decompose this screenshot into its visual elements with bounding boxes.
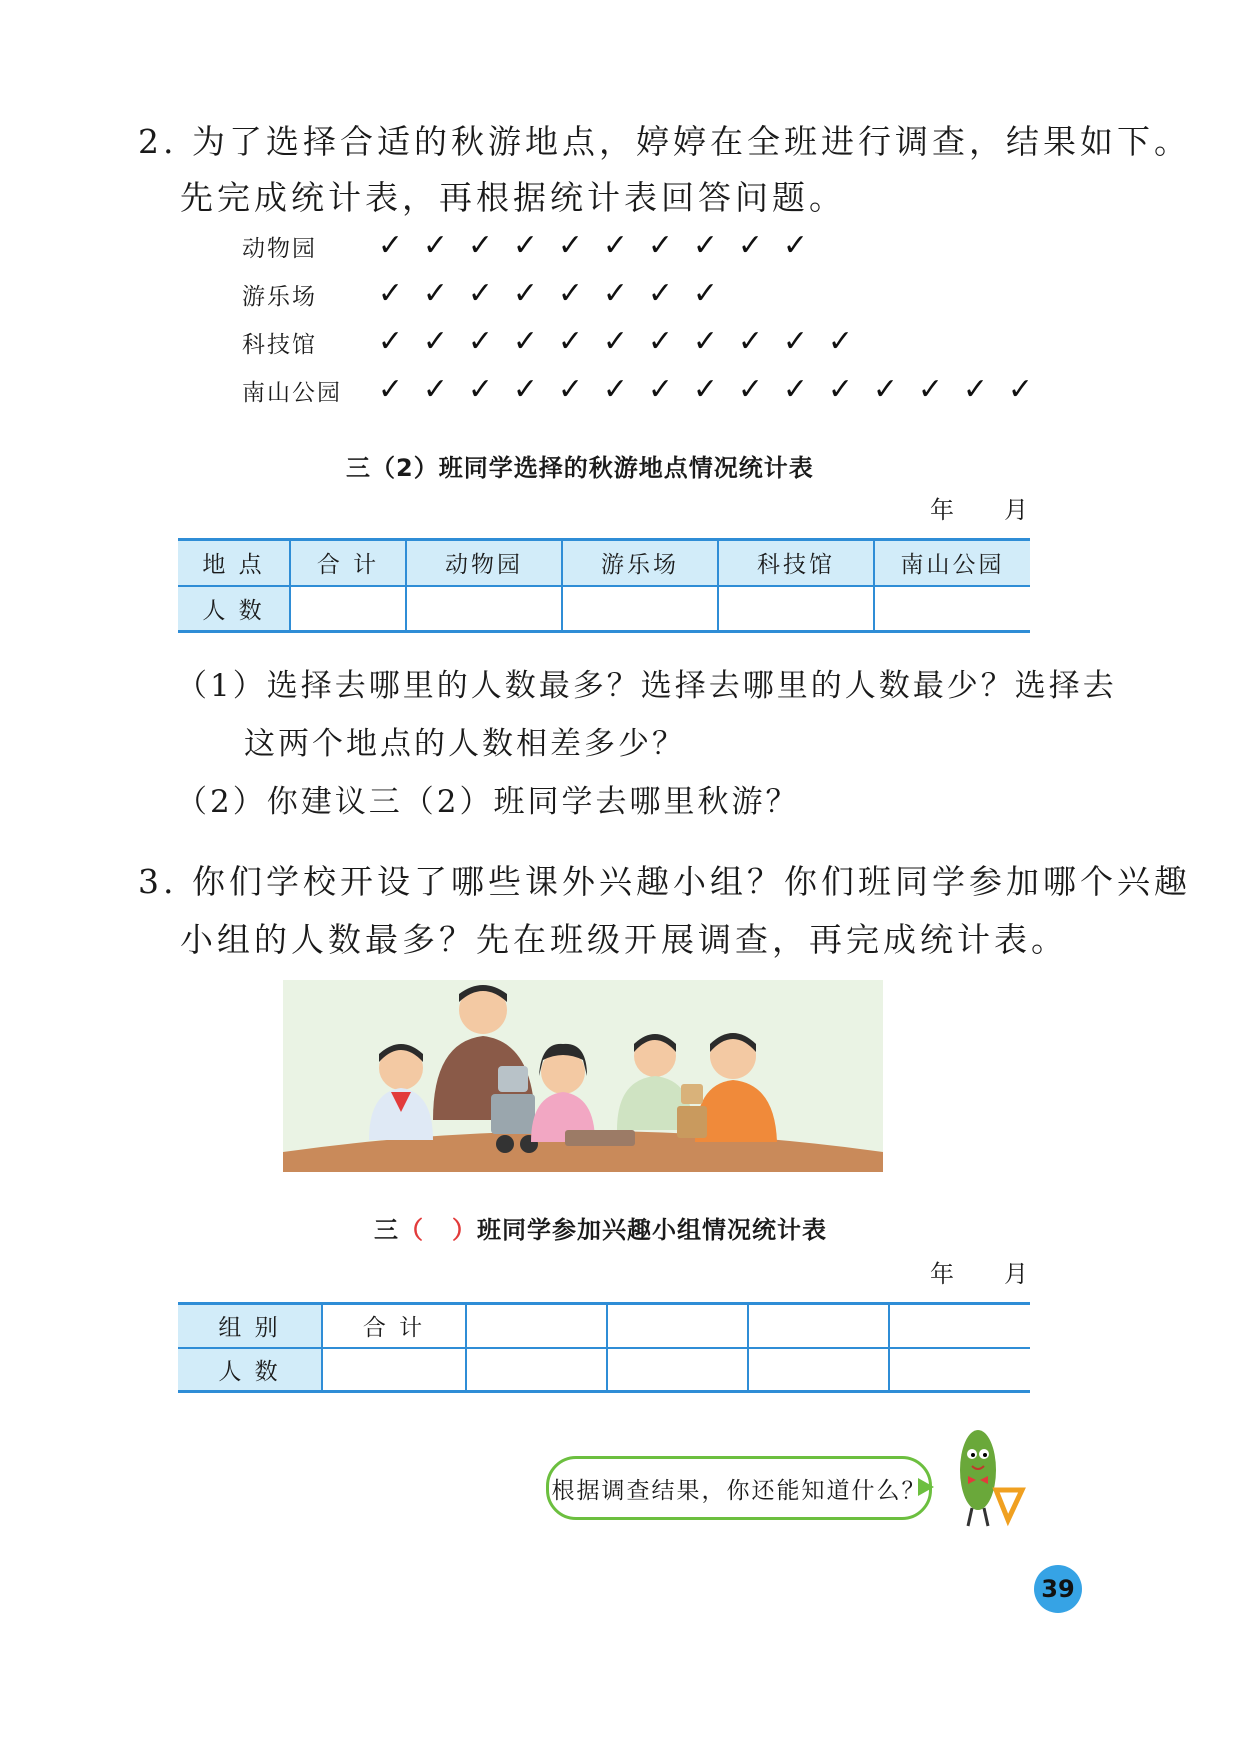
wooden-robot-body [677,1106,707,1138]
q3-year-label: 年 [930,1260,954,1288]
check-mark-icon: ✓ [602,276,629,311]
tally-row [242,370,1043,410]
check-mark-icon: ✓ [512,372,539,407]
check-mark-icon: ✓ [737,324,764,359]
check-mark-icon: ✓ [467,324,494,359]
check-mark-icon: ✓ [782,324,809,359]
q3-header-total: 合 计 [322,1304,466,1348]
check-mark-icon: ✓ [422,228,449,263]
q2-cell-park[interactable] [874,586,1030,632]
q3-header-blank-4[interactable] [889,1304,1030,1348]
q3-cell-2[interactable] [607,1348,748,1392]
check-mark-icon: ✓ [602,228,629,263]
check-mark-icon: ✓ [512,276,539,311]
parts-tray [565,1130,635,1146]
robot-club-illustration [283,980,883,1172]
check-mark-icon: ✓ [602,324,629,359]
check-mark-icon: ✓ [422,324,449,359]
q3-line2: 小组的人数最多？先在班级开展调查，再完成统计表。 [180,920,1068,959]
q2-sub1-line2: 这两个地点的人数相差多少？ [244,726,686,762]
tally-marks [368,274,728,314]
q2-table-title: 三（2）班同学选择的秋游地点情况统计表 [346,454,814,482]
check-mark-icon: ✓ [512,324,539,359]
check-mark-icon: ✓ [692,228,719,263]
tally-marks [368,322,863,362]
q3-cell-4[interactable] [889,1348,1030,1392]
check-mark-icon: ✓ [827,324,854,359]
q3-row-label: 人 数 [178,1348,322,1392]
check-mark-icon: ✓ [467,276,494,311]
q2-year-label: 年 [930,496,954,524]
q3-title-open: （ [399,1216,424,1244]
check-mark-icon: ✓ [647,372,674,407]
check-mark-icon: ✓ [467,372,494,407]
check-mark-icon: ✓ [377,372,404,407]
q2-cell-amusement[interactable] [562,586,718,632]
check-mark-icon: ✓ [557,372,584,407]
check-mark-icon: ✓ [377,276,404,311]
q3-header-blank-1[interactable] [466,1304,607,1348]
q3-header-blank-3[interactable] [748,1304,889,1348]
check-mark-icon: ✓ [422,276,449,311]
check-mark-icon: ✓ [557,276,584,311]
hint-bubble-tail [918,1478,934,1496]
q3-cell-3[interactable] [748,1348,889,1392]
robot-body [491,1094,535,1134]
mascot-pupil-right [983,1453,987,1457]
check-mark-icon: ✓ [917,372,944,407]
tally-place-label: 科技馆 [242,331,317,358]
check-mark-icon: ✓ [872,372,899,407]
q2-sub1-line1: （1）选择去哪里的人数最多？选择去哪里的人数最少？选择去 [176,668,1117,704]
check-mark-icon: ✓ [467,228,494,263]
check-mark-icon: ✓ [557,324,584,359]
check-mark-icon: ✓ [692,372,719,407]
q2-cell-science[interactable] [718,586,874,632]
tally-marks [368,226,818,266]
q3-line1: 3. 你们学校开设了哪些课外兴趣小组？你们班同学参加哪个兴趣 [138,862,1191,901]
q3-header-group: 组 别 [178,1304,322,1348]
check-mark-icon: ✓ [602,372,629,407]
check-mark-icon: ✓ [377,324,404,359]
q3-table-title [374,1210,827,1245]
check-mark-icon: ✓ [962,372,989,407]
q2-header-total: 合 计 [290,540,406,586]
tally-place-label: 游乐场 [242,283,317,310]
q3-header-blank-2[interactable] [607,1304,748,1348]
q3-stat-table [178,1302,1030,1393]
check-mark-icon: ✓ [422,372,449,407]
q2-header-amusement: 游乐场 [562,540,718,586]
robot-head [498,1066,528,1092]
check-mark-icon: ✓ [647,324,674,359]
q2-header-zoo: 动物园 [406,540,562,586]
q3-title-close: ） [452,1216,477,1244]
mascot-leg-left [968,1508,972,1526]
mascot-pupil-left [971,1453,975,1457]
pea-mascot-icon [938,1420,1028,1530]
q2-cell-total[interactable] [290,586,406,632]
q2-header-park: 南山公园 [874,540,1030,586]
check-mark-icon: ✓ [827,372,854,407]
check-mark-icon: ✓ [692,276,719,311]
q2-line2: 先完成统计表，再根据统计表回答问题。 [180,178,846,217]
q2-stat-table [178,538,1030,633]
tally-row [242,322,863,362]
wooden-robot-head [681,1084,703,1104]
q3-cell-1[interactable] [466,1348,607,1392]
mascot-leg-right [984,1508,988,1526]
mascot-ruler [996,1490,1022,1520]
tally-marks [368,370,1043,410]
q2-row-label: 人 数 [178,586,290,632]
check-mark-icon: ✓ [1007,372,1034,407]
check-mark-icon: ✓ [692,324,719,359]
q3-month-label: 月 [1004,1260,1028,1288]
check-mark-icon: ✓ [782,228,809,263]
q3-title-prefix: 三 [374,1216,399,1244]
tally-place-label: 动物园 [242,235,317,262]
tally-row [242,226,818,266]
check-mark-icon: ✓ [647,228,674,263]
q2-month-label: 月 [1004,496,1028,524]
check-mark-icon: ✓ [737,372,764,407]
q3-cell-total[interactable] [322,1348,466,1392]
q2-cell-zoo[interactable] [406,586,562,632]
tally-row [242,274,728,314]
robot-wheel-left [496,1135,514,1153]
tally-place-label: 南山公园 [242,379,342,406]
q2-header-place: 地 点 [178,540,290,586]
check-mark-icon: ✓ [737,228,764,263]
check-mark-icon: ✓ [377,228,404,263]
q3-title-suffix: 班同学参加兴趣小组情况统计表 [477,1216,827,1244]
q2-line1: 2. 为了选择合适的秋游地点，婷婷在全班进行调查，结果如下。 [138,122,1191,161]
check-mark-icon: ✓ [512,228,539,263]
page-number: 39 [1034,1565,1082,1613]
check-mark-icon: ✓ [647,276,674,311]
check-mark-icon: ✓ [782,372,809,407]
hint-bubble: 根据调查结果，你还能知道什么？ [546,1456,932,1520]
check-mark-icon: ✓ [557,228,584,263]
q2-header-science: 科技馆 [718,540,874,586]
q2-sub2: （2）你建议三（2）班同学去哪里秋游？ [176,784,800,820]
